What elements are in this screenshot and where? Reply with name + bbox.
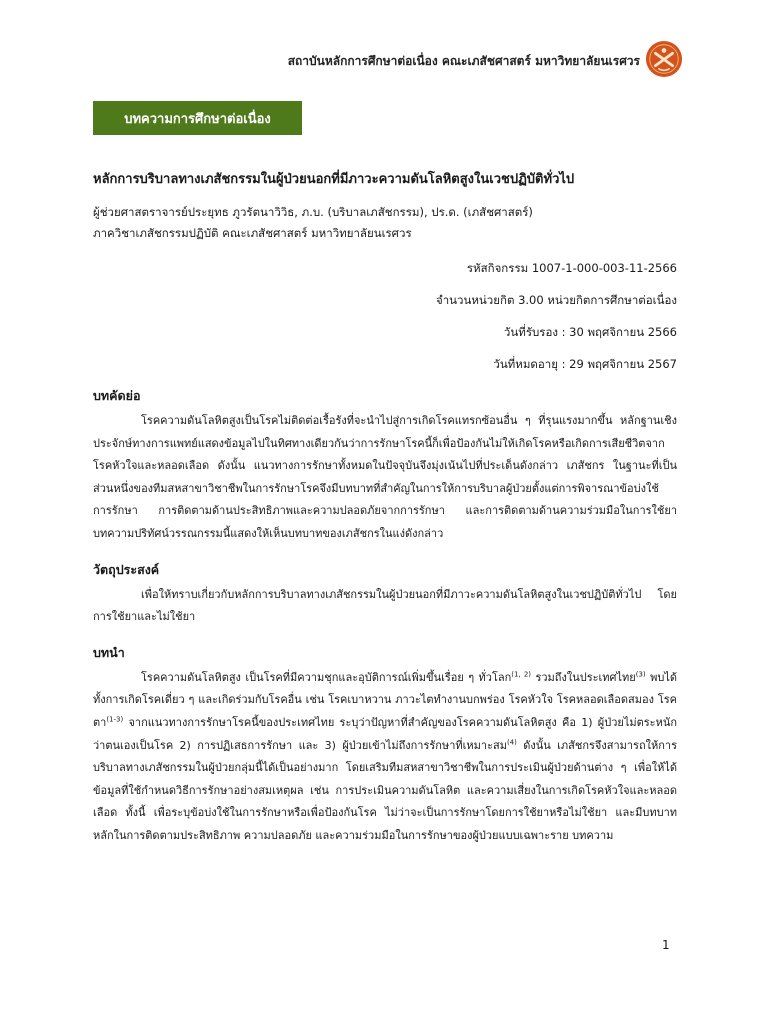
abstract-heading: บทคัดย่อ [93,388,141,403]
page-number: 1 [662,938,670,952]
section-banner: บทความการศึกษาต่อเนื่อง [93,101,302,135]
intro-part-4: จากแนวทางการรักษาโรคนี้ของประเทศไทย ระบุว่าปัญหาที่สำคัญของโรคความดันโลหิตสูง คือ 1) ผู้ป่วยไม่ตระหนักว่าตนเองเป็นโรค 2) การปฏิเสธการรักษา และ 3) ผู้ป่วยเข้าไม่ถึงการรักษาที่เหมาะสม [93,715,677,752]
intro-part-3: พบได้ทั้งการเกิดโรคเดี่ยว ๆ และเกิดร่วมกับโรคอื่น เช่น โรคเบาหวาน ภาวะไตทำงานบกพร่อง โรคหัวใจ โรคหลอดเลือดสมอง โรคตา [93,670,677,729]
activity-code: รหัสกิจกรรม 1007-1-000-003-11-2566 [466,261,677,275]
expiry-date: วันที่หมดอายุ : 29 พฤศจิกายน 2567 [493,357,677,371]
activity-meta [93,258,677,374]
article-affiliation: ภาควิชาเภสัชกรรมปฏิบัติ คณะเภสัชศาสตร์ มหาวิทยาลัยนเรศวร [93,226,412,240]
credit-units: จำนวนหน่วยกิต 3.00 หน่วยกิตการศึกษาต่อเนื่อง [435,293,677,307]
introduction-text [93,667,677,848]
university-seal-icon [645,40,683,78]
institute-name: สถาบันหลักการศึกษาต่อเนื่อง คณะเภสัชศาสตร์ มหาวิทยาลัยนเรศวร [287,54,640,68]
intro-part-2: รวมถึงในประเทศไทย [531,670,636,684]
citation-ref: (1, 2) [511,670,532,679]
intro-part-5: ดังนั้น เภสัชกรจึงสามารถให้การบริบาลทางเภสัชกรรมในผู้ป่วยกลุ่มนี้ได้เป็นอย่างมาก โดยเสริมทีมสหสาขาวิชาชีพในการประเมินผู้ป่วยด้านต่าง ๆ เพื่อให้ได้ข้อมูลที่ใช้กำหนดวิธีการรักษาอย่างสมเหตุผล เช่น การประเมินความดันโลหิต และความเสี่ยงในการเกิดโรคหัวใจและหลอดเลือด ทั้งนี้ เพื่อระบุข้อบ่งใช้ในการรักษาหรือเพื่อป้องกันโรค ไม่ว่าจะเป็นการรักษาโดยการใช้ยาหรือไม่ใช้ยา และมีบทบาทหลักในการติดตามประสิทธิภาพ ความปลอดภัย และความร่วมมือในการรักษาของผู้ป่วยแบบเฉพาะราย บทความ [93,738,677,842]
approved-date: วันที่รับรอง : 30 พฤศจิกายน 2566 [503,325,677,339]
article-author: ผู้ช่วยศาสตราจารย์ประยุทธ ภูวรัตนาวิวิธ, ภ.บ. (บริบาลเภสัชกรรม), ปร.ด. (เภสัชศาสตร์) [93,205,533,219]
objective-heading: วัตถุประสงค์ [93,561,160,577]
abstract-text: โรคความดันโลหิตสูงเป็นโรคไม่ติดต่อเรื้อรังที่จะนำไปสู่การเกิดโรคแทรกซ้อนอื่น ๆ ที่รุนแรงมากขึ้น หลักฐานเชิงประจักษ์ทางการแพทย์แสดงข้อมูลไปในทิศทางเดียวกันว่าการรักษาโรคนี้ก็เพื่อป้องกันไม่ให้เกิดโรคหรือเกิดการเสียชีวิตจากโรคหัวใจและหลอดเลือด ดังนั้น แนวทางการรักษาทั้งหมดในปัจจุบันจึงมุ่งเน้นไปที่ประเด็นดังกล่าว เภสัชกร ในฐานะที่เป็นส่วนหนึ่งของทีมสหสาขาวิชาชีพในการรักษาโรคจึงมีบทบาทที่สำคัญในการให้การบริบาลผู้ป่วยตั้งแต่การพิจารณาข้อบ่งใช้การรักษา การติดตามด้านประสิทธิภาพและความปลอดภัยจากการรักษา และการติดตามด้านความร่วมมือในการใช้ยา บทความปริทัศน์วรรณกรรมนี้แสดงให้เห็นบทบาทของเภสัชกรในแง่ดังกล่าว [93,414,677,540]
citation-ref: (1-3) [106,715,124,724]
article-title: หลักการบริบาลทางเภสัชกรรมในผู้ป่วยนอกที่มีภาวะความดันโลหิตสูงในเวชปฏิบัติทั่วไป [93,172,575,187]
citation-ref: (4) [506,737,517,746]
intro-part-1: โรคความดันโลหิตสูง เป็นโรคที่มีความชุกและอุบัติการณ์เพิ่มขึ้นเรื่อย ๆ ทั่วโลก [141,670,512,684]
article-body [93,170,677,862]
citation-ref: (3) [635,670,646,679]
introduction-heading: บทนำ [93,644,125,660]
objective-text: เพื่อให้ทราบเกี่ยวกับหลักการบริบาลทางเภสัชกรรมในผู้ป่วยนอกที่มีภาวะความดันโลหิตสูงในเวชปฏิบัติทั่วไป โดยการใช้ยาและไม่ใช้ยา [93,587,677,624]
page-header [0,38,768,88]
